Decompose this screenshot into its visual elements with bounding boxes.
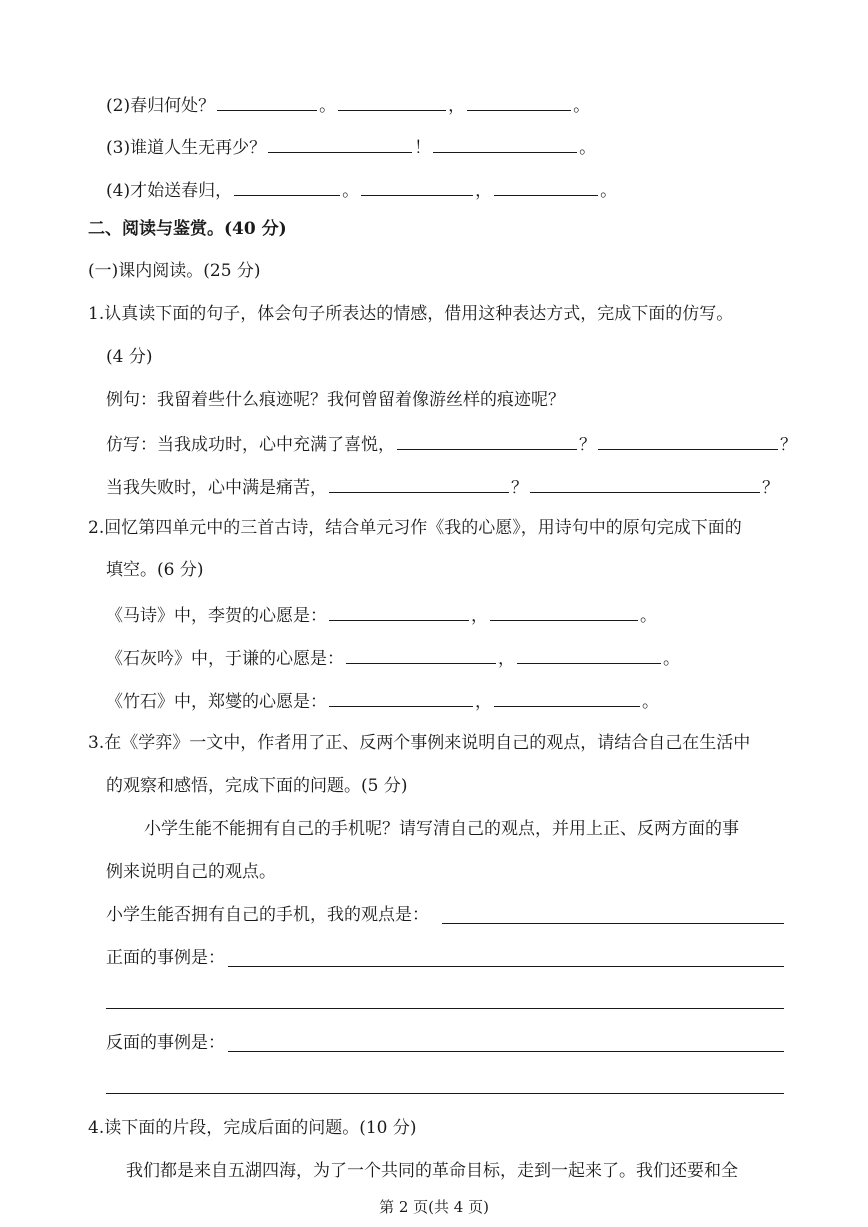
answer-blank[interactable]: [329, 688, 473, 707]
view-label: 小学生能否拥有自己的手机，我的观点是：: [106, 905, 429, 925]
answer-blank[interactable]: [361, 177, 473, 196]
answer-blank[interactable]: [217, 92, 317, 111]
question-3-text: 3.在《学弈》一文中，作者用了正、反两个事例来说明自己的观点，请结合自己在生活中: [88, 733, 751, 753]
question-1-text: 1.认真读下面的句子，体会句子所表达的情感，借用这种表达方式，完成下面的仿写。: [88, 304, 734, 324]
answer-blank[interactable]: [433, 134, 577, 153]
answer-blank[interactable]: [598, 431, 778, 450]
punctuation: 。: [640, 606, 657, 626]
answer-blank[interactable]: [268, 134, 412, 153]
punctuation: ，: [498, 649, 515, 669]
answer-blank[interactable]: [467, 92, 571, 111]
row-prefix: 《石灰吟》中，于谦的心愿是：: [106, 649, 344, 669]
answer-blank[interactable]: [494, 177, 598, 196]
negative-answer-line-2[interactable]: [106, 1093, 784, 1094]
answer-blank[interactable]: [329, 602, 469, 621]
answer-blank[interactable]: [494, 688, 640, 707]
imitation-prefix: 当我失败时，心中满是痛苦，: [106, 478, 327, 498]
view-answer-line[interactable]: [442, 923, 784, 924]
question-1-example: 例句：我留着些什么痕迹呢？我何曾留着像游丝样的痕迹呢？: [106, 390, 565, 410]
row-prefix: 《马诗》中，李贺的心愿是：: [106, 606, 327, 626]
answer-blank[interactable]: [517, 645, 661, 664]
punctuation: ，: [471, 606, 488, 626]
row-prefix: 《竹石》中，郑燮的心愿是：: [106, 692, 327, 712]
answer-blank[interactable]: [338, 92, 446, 111]
section-title: 二、阅读与鉴赏。(40 分): [88, 219, 287, 239]
answer-blank[interactable]: [530, 474, 760, 493]
answer-blank[interactable]: [490, 602, 638, 621]
punctuation: ？: [780, 435, 797, 455]
punctuation: ，: [448, 96, 466, 116]
question-4-passage: 我们都是来自五湖四海，为了一个共同的革命目标，走到一起来了。我们还要和全: [126, 1161, 738, 1181]
punctuation: 。: [600, 181, 618, 201]
punctuation: 。: [319, 96, 337, 116]
punctuation: ？: [511, 478, 528, 498]
question-2-row-2: [106, 645, 680, 671]
question-2-row-3: [106, 688, 659, 714]
answer-blank[interactable]: [234, 177, 340, 196]
poem-item-prefix: (3)谁道人生无再少？: [106, 138, 267, 158]
question-3-text-cont: 的观察和感悟，完成下面的问题。(5 分): [106, 776, 408, 796]
positive-answer-line-2[interactable]: [106, 1008, 784, 1009]
punctuation: 。: [642, 692, 659, 712]
poem-item-3: [106, 134, 596, 160]
punctuation: 。: [579, 138, 597, 158]
punctuation: ？: [762, 478, 779, 498]
page-number: 第 2 页(共 4 页): [379, 1198, 489, 1216]
question-4-text: 4.读下面的片段，完成后面的问题。(10 分): [88, 1118, 417, 1138]
poem-item-prefix: (4)才始送春归，: [106, 181, 233, 201]
negative-example-label: 反面的事例是：: [106, 1033, 225, 1053]
question-2-row-1: [106, 602, 657, 628]
punctuation: ？: [579, 435, 596, 455]
poem-item-4: [106, 177, 617, 203]
punctuation: ！: [414, 138, 432, 158]
punctuation: 。: [573, 96, 591, 116]
poem-item-prefix: (2)春归何处？: [106, 96, 216, 116]
punctuation: 。: [342, 181, 360, 201]
question-3-prompt: 小学生能不能拥有自己的手机呢？请写清自己的观点，并用上正、反两方面的事: [144, 819, 739, 839]
punctuation: ，: [475, 692, 492, 712]
question-1-score: (4 分): [106, 347, 153, 367]
punctuation: ，: [475, 181, 493, 201]
question-2-score: 填空。(6 分): [106, 560, 204, 580]
question-1-imitation-2: [106, 474, 779, 500]
poem-item-2: [106, 92, 590, 118]
question-2-text: 2.回忆第四单元中的三首古诗，结合单元习作《我的心愿》，用诗句中的原句完成下面的: [88, 518, 742, 538]
negative-answer-line[interactable]: [228, 1051, 784, 1052]
question-3-prompt-cont: 例来说明自己的观点。: [106, 862, 276, 882]
imitation-prefix: 仿写：当我成功时，心中充满了喜悦，: [106, 435, 395, 455]
question-1-imitation-1: [106, 431, 797, 457]
answer-blank[interactable]: [329, 474, 509, 493]
answer-blank[interactable]: [397, 431, 577, 450]
punctuation: 。: [663, 649, 680, 669]
answer-blank[interactable]: [346, 645, 496, 664]
positive-example-label: 正面的事例是：: [106, 948, 225, 968]
subsection-title: (一)课内阅读。(25 分): [88, 261, 261, 281]
positive-answer-line[interactable]: [228, 966, 784, 967]
